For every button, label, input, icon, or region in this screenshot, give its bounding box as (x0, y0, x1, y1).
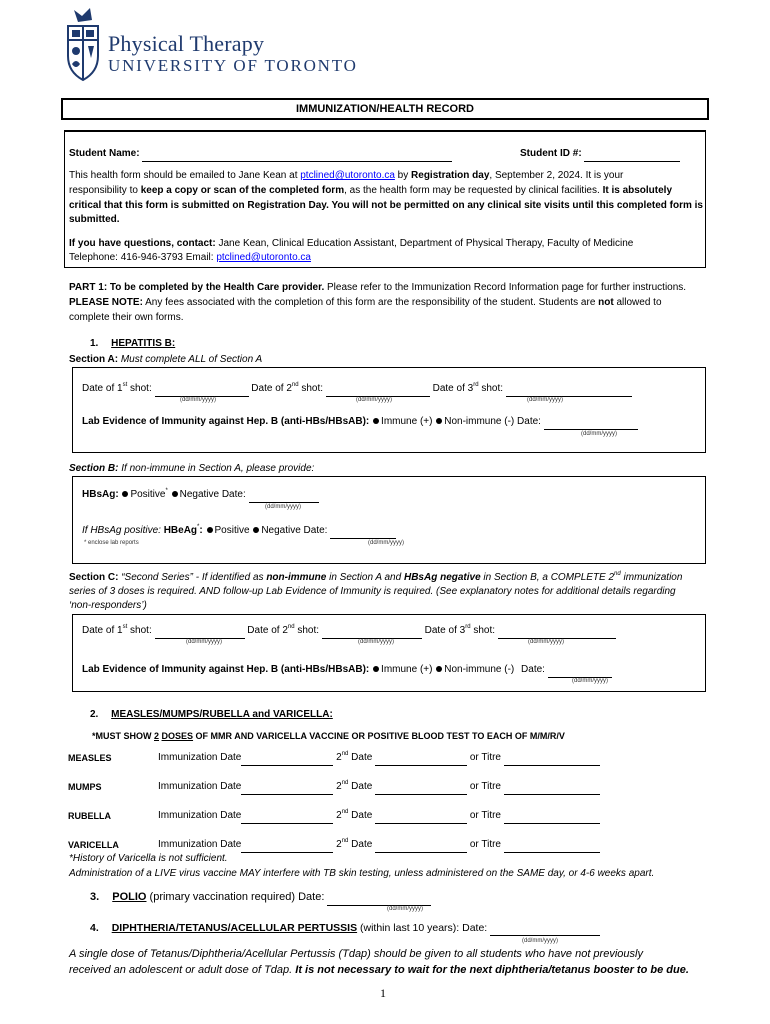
lab-evidence-label: Lab Evidence of Immunity against Hep. B (anti-HBs/HBsAB): (82, 416, 370, 427)
hbsag-row (82, 489, 319, 503)
sectionC-lab-row (82, 664, 612, 678)
nonimmune-label: Non-immune (-) (444, 664, 515, 675)
dose1-sup: st (122, 624, 128, 630)
email-link[interactable]: ptclined@utoronto.ca (300, 170, 395, 181)
logo-line1: Physical Therapy (108, 31, 265, 56)
logo-line2: UNIVERSITY OF TORONTO (108, 56, 358, 75)
sectionC-line3: ‘non-responders’) (69, 600, 147, 611)
imm-date-label: Immunization Date (158, 810, 242, 821)
dose2-format: (dd/mm/yyyy) (356, 397, 392, 403)
sectionC-text: “Second Series” - If identified as (118, 572, 267, 583)
or-titre-label: or Titre (469, 839, 501, 850)
dose1-format: (dd/mm/yyyy) (180, 397, 216, 403)
mumps-titre-field[interactable] (504, 781, 600, 795)
hbeag-date-field[interactable] (330, 525, 396, 539)
row-label-varicella: VARICELLA (68, 840, 119, 850)
mumps-date1-field[interactable] (241, 781, 333, 795)
sectionB-text: If non-immune in Section A, please provide: (118, 463, 315, 474)
c-dose3-format: (dd/mm/yyyy) (528, 639, 564, 645)
part1-line2 (69, 297, 662, 310)
dose3-label: Date of 3 (424, 625, 466, 636)
student-id-field[interactable] (584, 148, 680, 162)
part1-label: PART 1: To be completed by the Health Care provider. (69, 282, 325, 293)
shot-label: shot: (478, 383, 504, 394)
hbsag-date-format: (dd/mm/yyyy) (265, 504, 301, 510)
must-text: OF MMR AND VARICELLA VACCINE OR POSITIVE BLOOD TEST TO EACH OF M/M/R/V (193, 731, 565, 741)
measles-date1-field[interactable] (241, 752, 333, 766)
hep-heading-text: HEPATITIS B: (111, 338, 176, 349)
sectionC-line2: series of 3 doses is required. AND follow-up Lab Evidence of Immunity is required. (See explanatory notes for additional details regarding (69, 586, 676, 597)
nd-sup: nd (341, 809, 349, 815)
hep-heading-num: 1. (90, 338, 99, 349)
mmr-heading-text: MEASLES/MUMPS/RUBELLA and VARICELLA: (111, 709, 333, 720)
polio-text: (primary vaccination required) Date: (146, 891, 325, 903)
radio-c-nonimmune[interactable] (436, 666, 442, 672)
student-name-row (69, 148, 452, 162)
dose2-field[interactable] (326, 383, 430, 397)
dtap-note-text: received an adolescent or adult dose of Tdap. (69, 964, 296, 976)
row-label-mumps: MUMPS (68, 782, 102, 792)
instructions-text: by (394, 170, 412, 181)
sectionC-sup: nd (614, 571, 621, 577)
c-lab-date-field[interactable] (548, 664, 612, 678)
or-titre-label: or Titre (469, 810, 501, 821)
shot-label: shot: (127, 625, 152, 636)
instructions-text: responsibility to (69, 185, 141, 196)
mmr-row-mumps (158, 781, 600, 795)
sectionA-box (72, 367, 706, 453)
row-label-rubella: RUBELLA (68, 811, 111, 821)
instructions-line2 (69, 185, 672, 198)
second-label: 2 (336, 810, 342, 821)
dose2-label: Date of 2 (247, 625, 288, 636)
sectionC-text: in Section A and (326, 572, 404, 583)
instructions-text: This health form should be emailed to Jane Kean at (69, 170, 301, 181)
radio-hbsag-negative[interactable] (172, 491, 178, 497)
rubella-date1-field[interactable] (241, 810, 333, 824)
date-label: Date: (521, 664, 545, 675)
instructions-line4: submitted. (69, 214, 120, 225)
part1-text: Please refer to the Immunization Record Information page for further instructions. (324, 282, 687, 293)
dose1-field[interactable] (155, 383, 249, 397)
radio-immune[interactable] (373, 418, 379, 424)
dose1-sup: st (122, 382, 128, 388)
rubella-titre-field[interactable] (504, 810, 600, 824)
asterisk: * (197, 524, 200, 530)
negative-date-label: Negative Date: (179, 489, 246, 500)
note-not: not (598, 297, 614, 308)
shot-label: shot: (470, 625, 496, 636)
positive-label: Positive (130, 489, 166, 500)
sectionA-heading (69, 354, 262, 367)
hbeag-prefix: If HBsAg positive: (82, 525, 164, 536)
c-dose2-format: (dd/mm/yyyy) (358, 639, 394, 645)
date-word: Date (348, 839, 373, 850)
telephone-line (69, 252, 311, 265)
dose2-sup: nd (287, 624, 295, 630)
mmr-row-varicella (158, 839, 600, 853)
page-number: 1 (380, 986, 386, 1000)
form-title: IMMUNIZATION/HEALTH RECORD (61, 98, 709, 120)
dose3-field[interactable] (506, 383, 632, 397)
dose3-format: (dd/mm/yyyy) (527, 397, 563, 403)
dtap-text: (within last 10 years): Date: (357, 922, 488, 934)
sectionC-line1 (69, 572, 682, 585)
mmr-heading (90, 709, 333, 722)
second-label: 2 (336, 752, 342, 763)
asterisk: * (165, 488, 168, 494)
varicella-date1-field[interactable] (241, 839, 333, 853)
immune-label: Immune (+) (381, 416, 433, 427)
dose2-label: Date of 2 (251, 383, 292, 394)
mmr-row-measles (158, 752, 600, 766)
mmr-must-show (92, 731, 565, 742)
nd-sup: nd (341, 751, 349, 757)
polio-num: 3. (90, 891, 100, 903)
c-dose3-field[interactable] (498, 625, 616, 639)
radio-nonimmune[interactable] (436, 418, 442, 424)
measles-date2-field[interactable] (375, 752, 467, 766)
sectionA-doses (82, 383, 632, 397)
please-note-label: PLEASE NOTE: (69, 297, 143, 308)
contact-label: If you have questions, contact: (69, 238, 216, 249)
enclose-note: * enclose lab reports (84, 540, 139, 546)
lab-date-format: (dd/mm/yyyy) (581, 431, 617, 437)
nonimmune-label: Non-immune (-) (444, 416, 515, 427)
dtap-label: DIPHTHERIA/TETANUS/ACELLULAR PERTUSSIS (111, 922, 358, 934)
instructions-line3: critical that this form is submitted on Registration Day. You will not be permitted on any clinical site visits until this completed form is (69, 200, 703, 211)
sectionA-text: Must complete ALL of Section A (118, 354, 263, 365)
positive-label: Positive (214, 525, 250, 536)
dtap-row (90, 922, 600, 936)
dtap-note-line2 (69, 964, 689, 978)
polio-date-field[interactable] (327, 891, 431, 906)
radio-hbsag-positive[interactable] (122, 491, 128, 497)
nd-sup: nd (341, 838, 349, 844)
sectionC-label: Section C: (69, 572, 119, 583)
student-id-label: Student ID #: (520, 148, 582, 159)
date-word: Date (348, 781, 373, 792)
registration-day-text: Registration day (411, 170, 490, 181)
mumps-date2-field[interactable] (375, 781, 467, 795)
dtap-date-format: (dd/mm/yyyy) (522, 938, 558, 944)
dose2-sup: nd (291, 382, 299, 388)
shot-label: shot: (127, 383, 152, 394)
hbsag-date-field[interactable] (249, 489, 319, 503)
must-doses: DOSES (161, 731, 194, 741)
hep-heading (90, 338, 175, 351)
sectionC-text: immunization (620, 572, 683, 583)
dose1-label: Date of 1 (82, 625, 123, 636)
telephone-text: Telephone: 416-946-3793 Email: (69, 252, 217, 263)
radio-c-immune[interactable] (373, 666, 379, 672)
must-two: 2 (154, 731, 160, 741)
note-text: allowed to (613, 297, 662, 308)
hbeag-row: If HBsAg positive: HBeAg*: Positive Negative Date: (82, 525, 396, 539)
dtap-date-field[interactable] (490, 922, 600, 936)
part1-line3: complete their own forms. (69, 312, 184, 323)
polio-label: POLIO (112, 891, 147, 903)
second-label: 2 (336, 781, 342, 792)
nd-sup: nd (341, 780, 349, 786)
varicella-history-note: *History of Varicella is not sufficient. (69, 853, 228, 864)
dtap-note-line1: A single dose of Tetanus/Diphtheria/Acellular Pertussis (Tdap) should be given to all students who have not previously (69, 948, 643, 960)
dtap-note-bold: It is not necessary to wait for the next diphtheria/tetanus booster to be due. (295, 964, 689, 976)
date-word: Date (348, 810, 373, 821)
mmr-heading-num: 2. (90, 709, 99, 720)
or-titre-label: or Titre (469, 781, 501, 792)
keep-copy-text: keep a copy or scan of the completed form (140, 185, 345, 196)
sectionB-heading (69, 463, 314, 476)
sectionB-label: Section B: (69, 463, 119, 474)
imm-date-label: Immunization Date (158, 839, 242, 850)
polio-date-format: (dd/mm/yyyy) (387, 906, 423, 912)
must-text: *MUST SHOW (92, 731, 154, 741)
instructions-line1 (69, 170, 623, 183)
dose3-sup: rd (473, 382, 479, 388)
student-name-label: Student Name: (69, 148, 140, 159)
sectionC-nonimmune: non-immune (266, 572, 327, 583)
shot-label: shot: (294, 625, 320, 636)
negative-date-label: Negative Date: (261, 525, 328, 536)
lab-date-field[interactable] (544, 416, 638, 430)
varicella-titre-field[interactable] (504, 839, 600, 853)
imm-date-label: Immunization Date (158, 781, 242, 792)
c-lab-date-format: (dd/mm/yyyy) (572, 678, 608, 684)
sectionC-text: in Section B, a COMPLETE 2 (480, 572, 615, 583)
dose3-label: Date of 3 (432, 383, 474, 394)
polio-row (90, 891, 431, 906)
note-text: Any fees associated with the completion of this form are the responsibility of the student. Students are (142, 297, 599, 308)
contact-text: Jane Kean, Clinical Education Assistant, Department of Physical Therapy, Faculty of Medicine (215, 238, 634, 249)
instructions-text: , September 2, 2024. It is your (489, 170, 624, 181)
second-label: 2 (336, 839, 342, 850)
radio-hbeag-negative[interactable] (253, 527, 259, 533)
sectionA-lab-row (82, 416, 638, 430)
university-crest-icon (64, 6, 102, 82)
c-dose2-field[interactable] (322, 625, 422, 639)
lab-evidence-label: Lab Evidence of Immunity against Hep. B (anti-HBs/HBsAB): (82, 664, 370, 675)
c-dose1-field[interactable] (155, 625, 245, 639)
row-label-measles: MEASLES (68, 753, 112, 763)
part1-line1 (69, 282, 686, 295)
dose3-sup: rd (465, 624, 471, 630)
contact-line (69, 238, 633, 251)
sectionC-hbsag-negative: HBsAg negative (403, 572, 481, 583)
dose1-label: Date of 1 (82, 383, 123, 394)
instructions-text: , as the health form may be requested by clinical facilities. (344, 185, 603, 196)
c-dose1-format: (dd/mm/yyyy) (186, 639, 222, 645)
email-link[interactable]: ptclined@utoronto.ca (216, 252, 311, 263)
hbsag-label: HBsAg: (82, 489, 119, 500)
hbeag-label: HBeAg (163, 525, 198, 536)
sectionA-label: Section A: (69, 354, 119, 365)
immune-label: Immune (+) (381, 664, 433, 675)
dtap-num: 4. (90, 922, 99, 934)
mmr-row-rubella (158, 810, 600, 824)
radio-hbeag-positive[interactable] (207, 527, 213, 533)
rubella-date2-field[interactable] (375, 810, 467, 824)
shot-label: shot: (298, 383, 324, 394)
date-word: Date (348, 752, 373, 763)
critical-text: It is absolutely (602, 185, 673, 196)
or-titre-label: or Titre (469, 752, 501, 763)
date-label: Date: (517, 416, 541, 427)
student-id-row (520, 148, 680, 162)
measles-titre-field[interactable] (504, 752, 600, 766)
student-name-field[interactable] (142, 148, 452, 162)
live-vaccine-note: Administration of a LIVE virus vaccine MAY interfere with TB skin testing, unless administered on the SAME day, or 4-6 weeks apart. (69, 868, 655, 879)
imm-date-label: Immunization Date (158, 752, 242, 763)
varicella-date2-field[interactable] (375, 839, 467, 853)
sectionC-doses (82, 625, 616, 639)
hbeag-date-format: (dd/mm/yyyy) (368, 540, 404, 546)
